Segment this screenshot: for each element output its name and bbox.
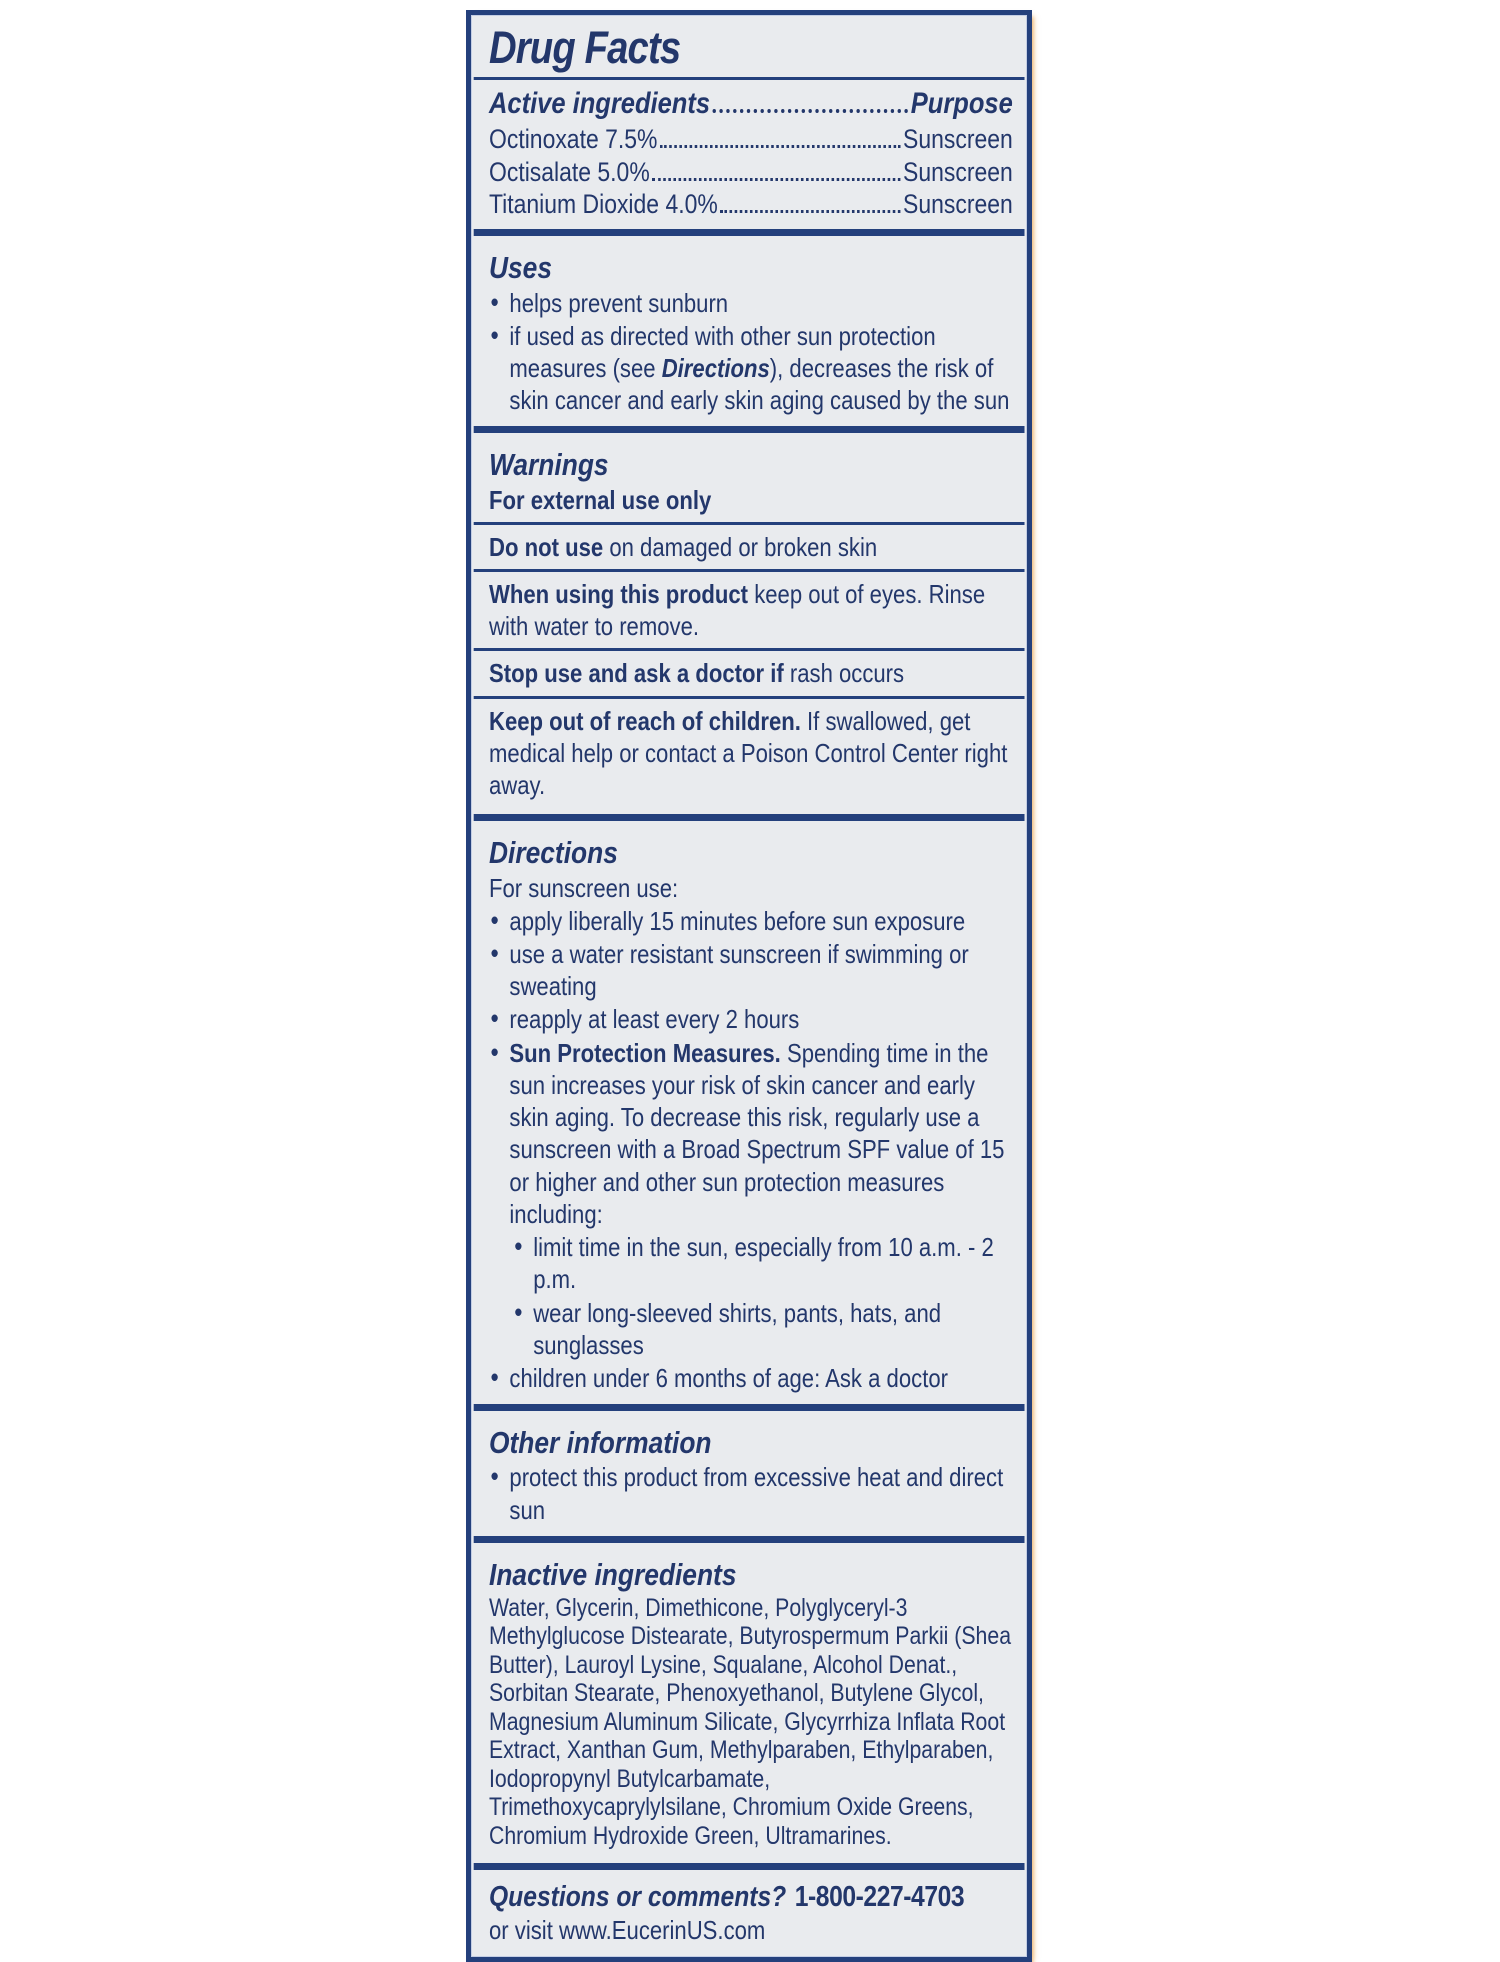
directions-bullet (509, 938, 1012, 1002)
directions-bullet-text: children under 6 months of age: Ask a doctor (509, 1363, 948, 1394)
uses-bullet (509, 320, 1012, 417)
section-inactive-ingredients (489, 1551, 1013, 1856)
section-divider (474, 1404, 1025, 1411)
questions-heading: Questions or comments? (489, 1881, 787, 1914)
section-directions (489, 829, 1013, 1396)
active-ingredient-row (489, 123, 1013, 155)
section-divider (474, 229, 1025, 236)
directions-sub-bullet (533, 1231, 1013, 1295)
inactive-ingredients-heading: Inactive ingredients (489, 1556, 737, 1592)
questions-website-line: or visit www.EucerinUS.com (489, 1914, 766, 1945)
ingredient-name: Octinoxate 7.5% (489, 124, 658, 155)
stop-use-rest: rash occurs (783, 658, 905, 689)
keep-out-lead: Keep out of reach of children. (489, 705, 801, 736)
sub-bullet-text: wear long-sleeved shirts, pants, hats, and sunglasses (533, 1297, 942, 1360)
keep-out-statement (489, 705, 1013, 802)
directions-reference: Directions (661, 352, 770, 383)
directions-bullet-text: apply liberally 15 minutes before sun exposure (509, 905, 966, 936)
other-information-heading: Other information (489, 1425, 712, 1461)
directions-bullet (509, 1003, 1012, 1035)
dotted-leader (720, 210, 900, 213)
active-ingredients-header (489, 86, 1013, 122)
active-ingredient-row (489, 188, 1013, 220)
stop-use-statement (489, 657, 1013, 689)
dotted-leader (652, 178, 900, 181)
uses-bullet-text: helps prevent sunburn (509, 287, 729, 318)
section-uses (489, 244, 1013, 418)
inactive-ingredients-text: Water, Glycerin, Dimethicone, Polyglyceryl-3 Methylglucose Distearate, Butyrospermum Parkii (Shea Butter), Lauroyl Lysine, Squalane, Alcohol Denat., Sorbitan Stearate, Phenoxyethanol, Butylene Glycol, Magnesium Aluminum Silicate, Glycyrrhiza Inflata Root Extract, Xanthan Gum, Methylparaben, Ethylparaben, Iodopropynyl Butylcarbamate, Trimethoxycaprylylsilane, Chromium Oxide Greens, Chromium Hydroxide Green, Ultramarines. (489, 1593, 1012, 1850)
when-using-statement (489, 578, 1013, 642)
purpose-heading: Purpose (910, 87, 1013, 121)
directions-bullet-text: reapply at least every 2 hours (509, 1004, 800, 1035)
other-information-list (489, 1461, 1013, 1525)
dotted-leader (660, 145, 901, 148)
section-questions (489, 1878, 1013, 1949)
active-ingredient-row (489, 156, 1013, 188)
sun-protection-lead: Sun Protection Measures. (509, 1037, 781, 1068)
sun-protection-sublist (511, 1231, 1013, 1361)
active-ingredients-heading: Active ingredients (489, 87, 711, 121)
uses-list (489, 287, 1013, 417)
do-not-use-lead: Do not use (489, 531, 604, 562)
ingredient-name: Titanium Dioxide 4.0% (489, 189, 718, 220)
ingredient-purpose: Sunscreen (903, 124, 1013, 155)
ingredient-purpose: Sunscreen (903, 189, 1013, 220)
section-warnings (489, 441, 1013, 806)
questions-line (489, 1881, 1013, 1914)
section-divider (474, 426, 1025, 433)
ingredient-name: Octisalate 5.0% (489, 156, 650, 187)
section-other-information (489, 1419, 1013, 1528)
other-information-text: protect this product from excessive heat and direct sun (509, 1462, 1004, 1525)
section-title-active (489, 17, 1013, 221)
warnings-divider (474, 696, 1025, 699)
warnings-divider (474, 522, 1025, 525)
sun-protection-rest: Spending time in the sun increases your risk of skin cancer and early skin aging. To decrease this risk, regularly use a sunscreen with a Broad Spectrum SPF value of 15 or higher and other sun protection measures including: (509, 1037, 1005, 1229)
external-use-statement: For external use only (489, 484, 712, 515)
do-not-use-rest: on damaged or broken skin (603, 531, 878, 562)
do-not-use-statement (489, 531, 1013, 563)
directions-bullet (509, 1037, 1012, 1361)
uses-bullet-text-pre: if used as directed with other sun protection measures (see (509, 320, 936, 383)
questions-phone-number: 1-800-227-4703 (794, 1881, 965, 1914)
other-information-bullet (509, 1461, 1012, 1525)
stop-use-lead: Stop use and ask a doctor if (489, 658, 784, 689)
dotted-leader (713, 109, 909, 113)
directions-heading: Directions (489, 835, 618, 871)
sub-bullet-text: limit time in the sun, especially from 10 a.m. - 2 p.m. (533, 1232, 994, 1295)
section-divider (474, 814, 1025, 821)
directions-bullet (509, 905, 1012, 937)
when-using-rest: keep out of eyes. Rinse with water to remove. (489, 579, 986, 642)
drug-facts-title: Drug Facts (489, 22, 681, 73)
when-using-lead: When using this product (489, 579, 749, 610)
directions-sub-bullet (533, 1297, 1013, 1361)
directions-list (489, 905, 1013, 1395)
section-divider (474, 1863, 1025, 1870)
section-divider (474, 1536, 1025, 1543)
warnings-divider (474, 648, 1025, 651)
directions-intro: For sunscreen use: (489, 872, 679, 903)
directions-bullet-text: use a water resistant sunscreen if swimming or sweating (509, 938, 969, 1002)
warnings-divider (474, 569, 1025, 572)
ingredient-purpose: Sunscreen (903, 156, 1013, 187)
keep-out-rest: If swallowed, get medical help or contact a Poison Control Center right away. (489, 705, 1008, 801)
uses-heading: Uses (489, 250, 552, 286)
title-divider (474, 77, 1025, 80)
warnings-heading: Warnings (489, 447, 609, 483)
label-content (489, 17, 1013, 1949)
drug-facts-label (466, 10, 1032, 1962)
directions-bullet (509, 1362, 1012, 1394)
uses-bullet-text-post: ), decreases the risk of skin cancer and early skin aging caused by the sun (509, 352, 1010, 416)
uses-bullet (509, 287, 1012, 319)
